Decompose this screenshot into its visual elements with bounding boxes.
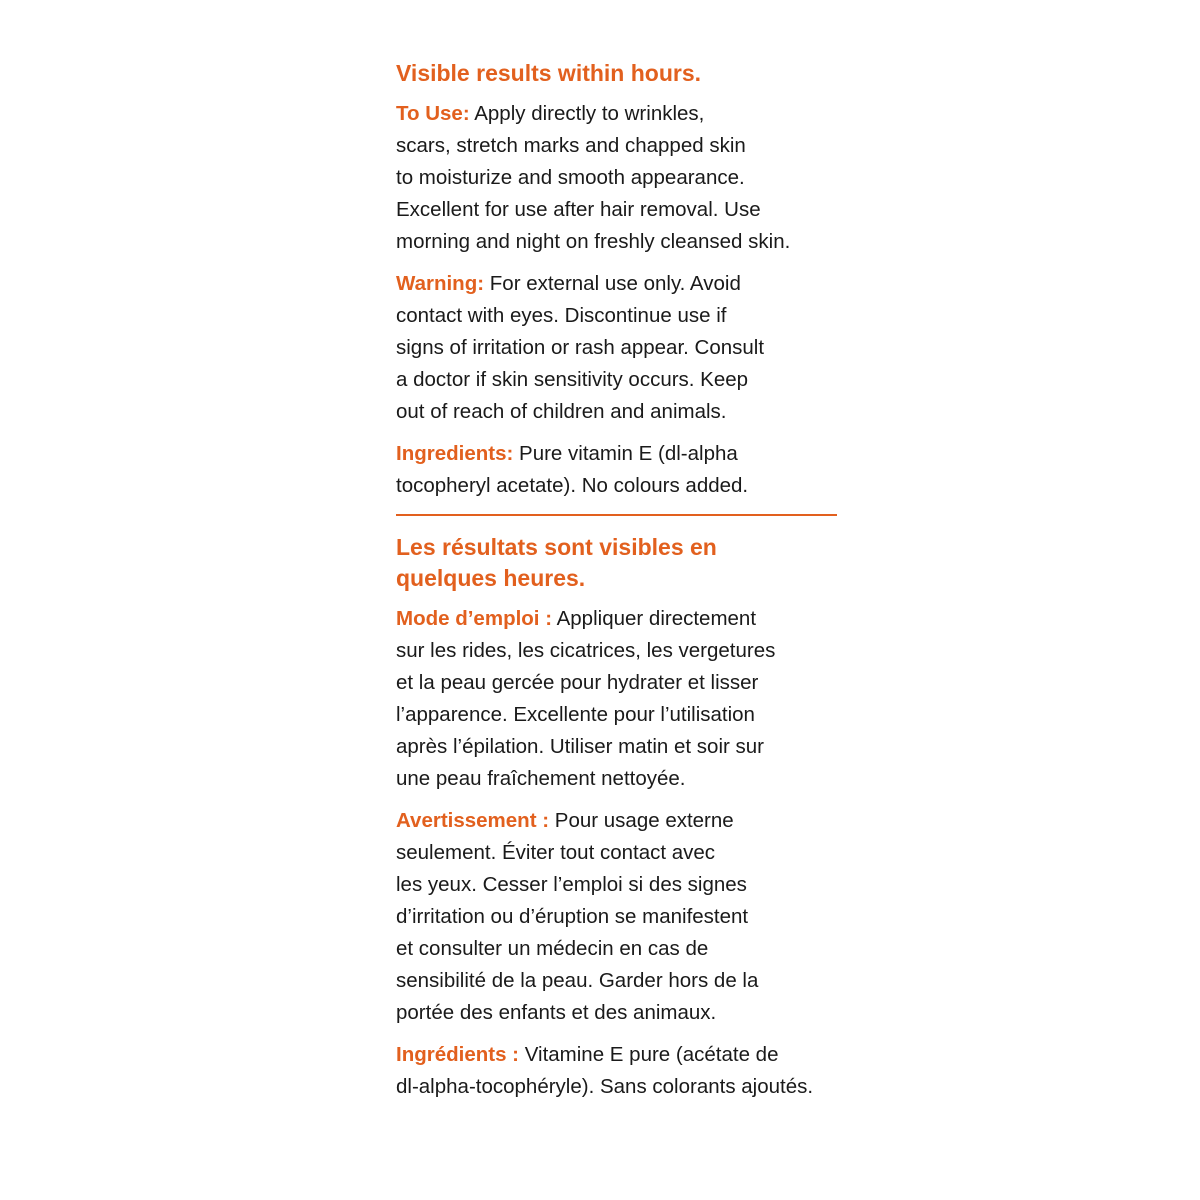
to-use-line: scars, stretch marks and chapped skin <box>396 134 746 157</box>
mode-emploi-label: Mode d’emploi : <box>396 607 553 630</box>
avertissement-line: d’irritation ou d’éruption se manifestent <box>396 905 749 928</box>
ingredients-fr-line: Vitamine E pure (acétate de <box>524 1043 779 1066</box>
to-use-first-line <box>396 98 838 130</box>
ingredients-fr-label: Ingrédients : <box>396 1043 520 1066</box>
english-heading <box>396 58 838 89</box>
english-heading-text: Visible results within hours. <box>396 60 702 86</box>
warning-line: out of reach of children and animals. <box>396 400 727 423</box>
product-info-panel <box>396 58 838 1113</box>
mode-emploi-line: Appliquer directement <box>556 607 757 630</box>
warning-line: For external use only. Avoid <box>489 272 741 295</box>
to-use-line: Excellent for use after hair removal. Use <box>396 198 761 221</box>
warning-line: contact with eyes. Discontinue use if <box>396 304 727 327</box>
mode-emploi-line: sur les rides, les cicatrices, les vergetures <box>396 639 776 662</box>
avertissement-line: et consulter un médecin en cas de <box>396 937 709 960</box>
avertissement-label: Avertissement : <box>396 809 550 832</box>
mode-emploi-line: après l’épilation. Utiliser matin et soir sur <box>396 735 764 758</box>
to-use-line: Apply directly to wrinkles, <box>474 102 705 125</box>
warning-label: Warning: <box>396 272 485 295</box>
avertissement-line: seulement. Éviter tout contact avec <box>396 841 716 864</box>
ingredients-line: tocopheryl acetate). No colours added. <box>396 474 749 497</box>
to-use-label: To Use: <box>396 102 470 125</box>
ingredients-paragraph <box>396 438 838 502</box>
french-section <box>396 532 838 1103</box>
avertissement-line: portée des enfants et des animaux. <box>396 1001 717 1024</box>
ingredients-line: Pure vitamin E (dl-alpha <box>519 442 738 465</box>
warning-line: signs of irritation or rash appear. Consult <box>396 336 765 359</box>
ingredients-fr-line: dl-alpha-tocophéryle). Sans colorants ajoutés. <box>396 1075 814 1098</box>
ingredients-fr-paragraph <box>396 1039 838 1103</box>
avertissement-line: sensibilité de la peau. Garder hors de la <box>396 969 759 992</box>
english-section <box>396 58 838 502</box>
mode-emploi-paragraph <box>396 603 838 795</box>
section-divider <box>396 514 837 516</box>
warning-line: a doctor if skin sensitivity occurs. Keep <box>396 368 749 391</box>
avertissement-paragraph <box>396 805 838 1029</box>
to-use-line: morning and night on freshly cleansed skin. <box>396 230 791 253</box>
ingredients-fr-first-line <box>396 1039 838 1071</box>
mode-emploi-line: l’apparence. Excellente pour l’utilisation <box>396 703 755 726</box>
to-use-line: to moisturize and smooth appearance. <box>396 166 745 189</box>
warning-paragraph <box>396 268 838 428</box>
warning-first-line <box>396 268 838 300</box>
mode-emploi-first-line <box>396 603 838 635</box>
french-heading-line: quelques heures. <box>396 565 586 591</box>
avertissement-line: les yeux. Cesser l’emploi si des signes <box>396 873 747 896</box>
french-heading-line: Les résultats sont visibles en <box>396 534 717 560</box>
avertissement-line: Pour usage externe <box>554 809 734 832</box>
to-use-paragraph <box>396 98 838 258</box>
french-heading <box>396 532 838 594</box>
mode-emploi-line: une peau fraîchement nettoyée. <box>396 767 686 790</box>
ingredients-first-line <box>396 438 838 470</box>
avertissement-first-line <box>396 805 838 837</box>
ingredients-label: Ingredients: <box>396 442 514 465</box>
mode-emploi-line: et la peau gercée pour hydrater et lisser <box>396 671 759 694</box>
